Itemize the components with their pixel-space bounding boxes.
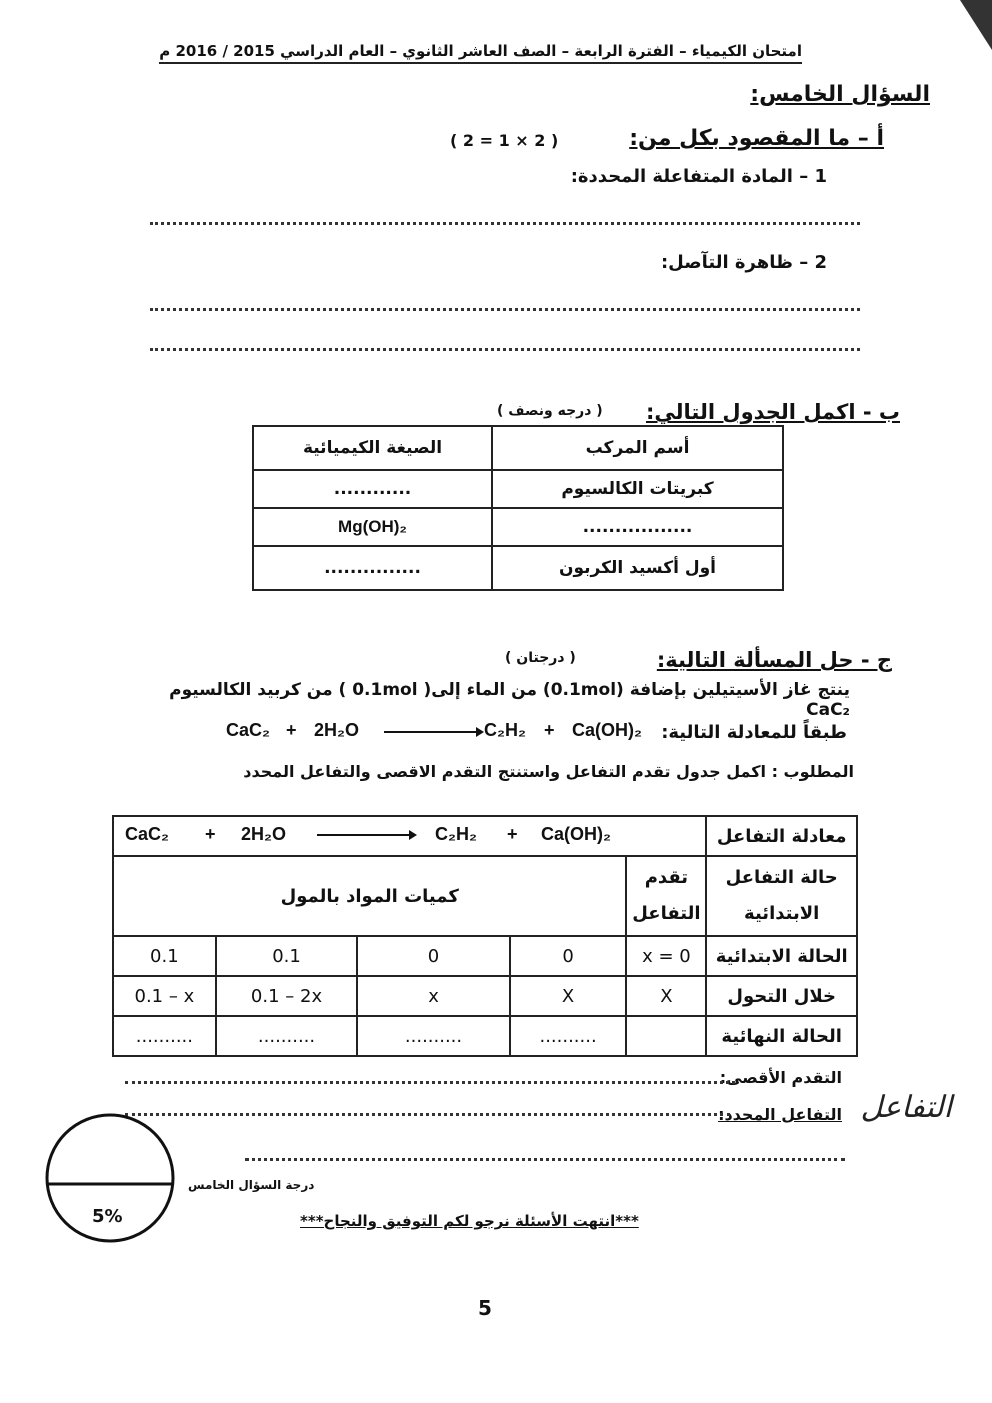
- closing-text: ***انتهت الأسئلة نرجو لكم التوفيق والنجاح***: [300, 1212, 639, 1230]
- part-c-marks: ( درجتان ): [505, 650, 576, 666]
- product-calcium-hydroxide: Ca(OH)₂: [572, 720, 642, 740]
- state-label: الحالة النهائية: [706, 1016, 857, 1056]
- part-a-item2: 2 – ظاهرة التآصل:: [660, 252, 827, 273]
- state-header-line2: الابتدائية: [744, 903, 820, 924]
- formula-cell[interactable]: ...............: [253, 546, 492, 590]
- reaction-arrow-icon: [317, 829, 417, 841]
- advance-header-line1: تقدم: [644, 867, 689, 888]
- qty-hydroxide[interactable]: ..........: [510, 1016, 627, 1056]
- advance-cell: x = 0: [626, 936, 706, 976]
- name-cell[interactable]: .................: [492, 508, 783, 546]
- score-value: 5%: [92, 1206, 123, 1227]
- state-label: خلال التحول: [706, 976, 857, 1016]
- equation-intro: طبقاً للمعادلة التالية:: [661, 722, 847, 743]
- name-header: أسم المركب: [492, 426, 783, 470]
- product-acetylene: C₂H₂: [484, 720, 526, 740]
- handwritten-answer: التفاعل: [860, 1090, 952, 1125]
- qty-water: 0.1 – 2x: [216, 976, 358, 1016]
- answer-line-2[interactable]: [150, 308, 860, 311]
- formula-cell[interactable]: ............: [253, 470, 492, 508]
- qty-acetylene[interactable]: ..........: [357, 1016, 509, 1056]
- plus-sign: +: [544, 720, 555, 740]
- page-number: 5: [478, 1296, 492, 1320]
- advance-cell[interactable]: [626, 1016, 706, 1056]
- part-a-item1: 1 – المادة المتفاعلة المحددة:: [570, 166, 827, 187]
- table-product-acetylene: C₂H₂: [435, 824, 477, 844]
- qty-water[interactable]: ..........: [216, 1016, 358, 1056]
- state-header: [706, 856, 857, 936]
- limiting-answer[interactable]: [125, 1113, 730, 1116]
- quantities-label: كميات المواد بالمول: [113, 856, 626, 936]
- table-product-hydroxide: Ca(OH)₂: [541, 824, 611, 844]
- part-b-marks: ( درجه ونصف ): [497, 403, 603, 419]
- name-cell: أول أكسيد الكربون: [492, 546, 783, 590]
- plus-sign: +: [205, 824, 216, 844]
- qty-hydroxide: X: [510, 976, 627, 1016]
- name-cell: كبريتات الكالسيوم: [492, 470, 783, 508]
- formula-header: الصيغة الكيميائية: [253, 426, 492, 470]
- qty-water: 0.1: [216, 936, 358, 976]
- qty-acetylene: 0: [357, 936, 509, 976]
- qty-cac2[interactable]: ..........: [113, 1016, 216, 1056]
- formula-cell: Mg(OH)₂: [253, 508, 492, 546]
- advance-header: [626, 856, 706, 936]
- score-label: درجة السؤال الخامس: [188, 1178, 315, 1192]
- part-a-marks: ( 2 = 1 × 2 ): [450, 131, 559, 150]
- problem-line-1: ينتج غاز الأسيتيلين بإضافة (0.1mol) من الماء إلى( 0.1mol ) من كربيد الكالسيوم CaC₂: [169, 680, 850, 720]
- answer-line-4[interactable]: [245, 1158, 845, 1161]
- scan-corner-artifact: [930, 0, 992, 60]
- table-reactant-cac2: CaC₂: [125, 824, 170, 844]
- part-a-label: أ – ما المقصود بكل من:: [629, 126, 884, 151]
- answer-line-1[interactable]: [150, 222, 860, 225]
- reactant-water: 2H₂O: [314, 720, 360, 740]
- qty-acetylene: x: [357, 976, 509, 1016]
- qty-cac2: 0.1 – x: [113, 976, 216, 1016]
- max-advance-answer[interactable]: [125, 1081, 735, 1084]
- state-header-line1: حالة التفاعل: [725, 867, 838, 888]
- equation-label: معادلة التفاعل: [706, 816, 857, 856]
- state-label: الحالة الابتدائية: [706, 936, 857, 976]
- reaction-progress-table: [112, 815, 858, 1057]
- answer-line-3[interactable]: [150, 348, 860, 351]
- advance-header-line2: التفاعل: [632, 903, 701, 924]
- plus-sign: +: [286, 720, 297, 740]
- limiting-label: التفاعل المحدد:: [718, 1105, 842, 1124]
- score-circle: [45, 1106, 175, 1256]
- compound-table: [252, 425, 784, 591]
- table-reactant-water: 2H₂O: [241, 824, 287, 844]
- question-title: السؤال الخامس:: [750, 82, 930, 107]
- equation-cell: [113, 816, 706, 856]
- qty-cac2: 0.1: [113, 936, 216, 976]
- max-advance-label: التقدم الأقصى:: [719, 1068, 842, 1087]
- qty-hydroxide: 0: [510, 936, 627, 976]
- equation: [226, 720, 666, 746]
- reaction-arrow-icon: [384, 726, 484, 738]
- reactant-cac2: CaC₂: [226, 720, 271, 740]
- exam-header: امتحان الكيمياء – الفترة الرابعة – الصف العاشر الثانوي – العام الدراسي 2015 / 2016 م: [159, 42, 802, 64]
- part-c-label: ج - حل المسألة التالية:: [656, 648, 892, 672]
- part-b-label: ب - اكمل الجدول التالي:: [646, 400, 900, 424]
- advance-cell: X: [626, 976, 706, 1016]
- required-text: المطلوب : اكمل جدول تقدم التفاعل واستنتج التقدم الاقصى والتفاعل المحدد: [243, 762, 854, 781]
- plus-sign: +: [507, 824, 518, 844]
